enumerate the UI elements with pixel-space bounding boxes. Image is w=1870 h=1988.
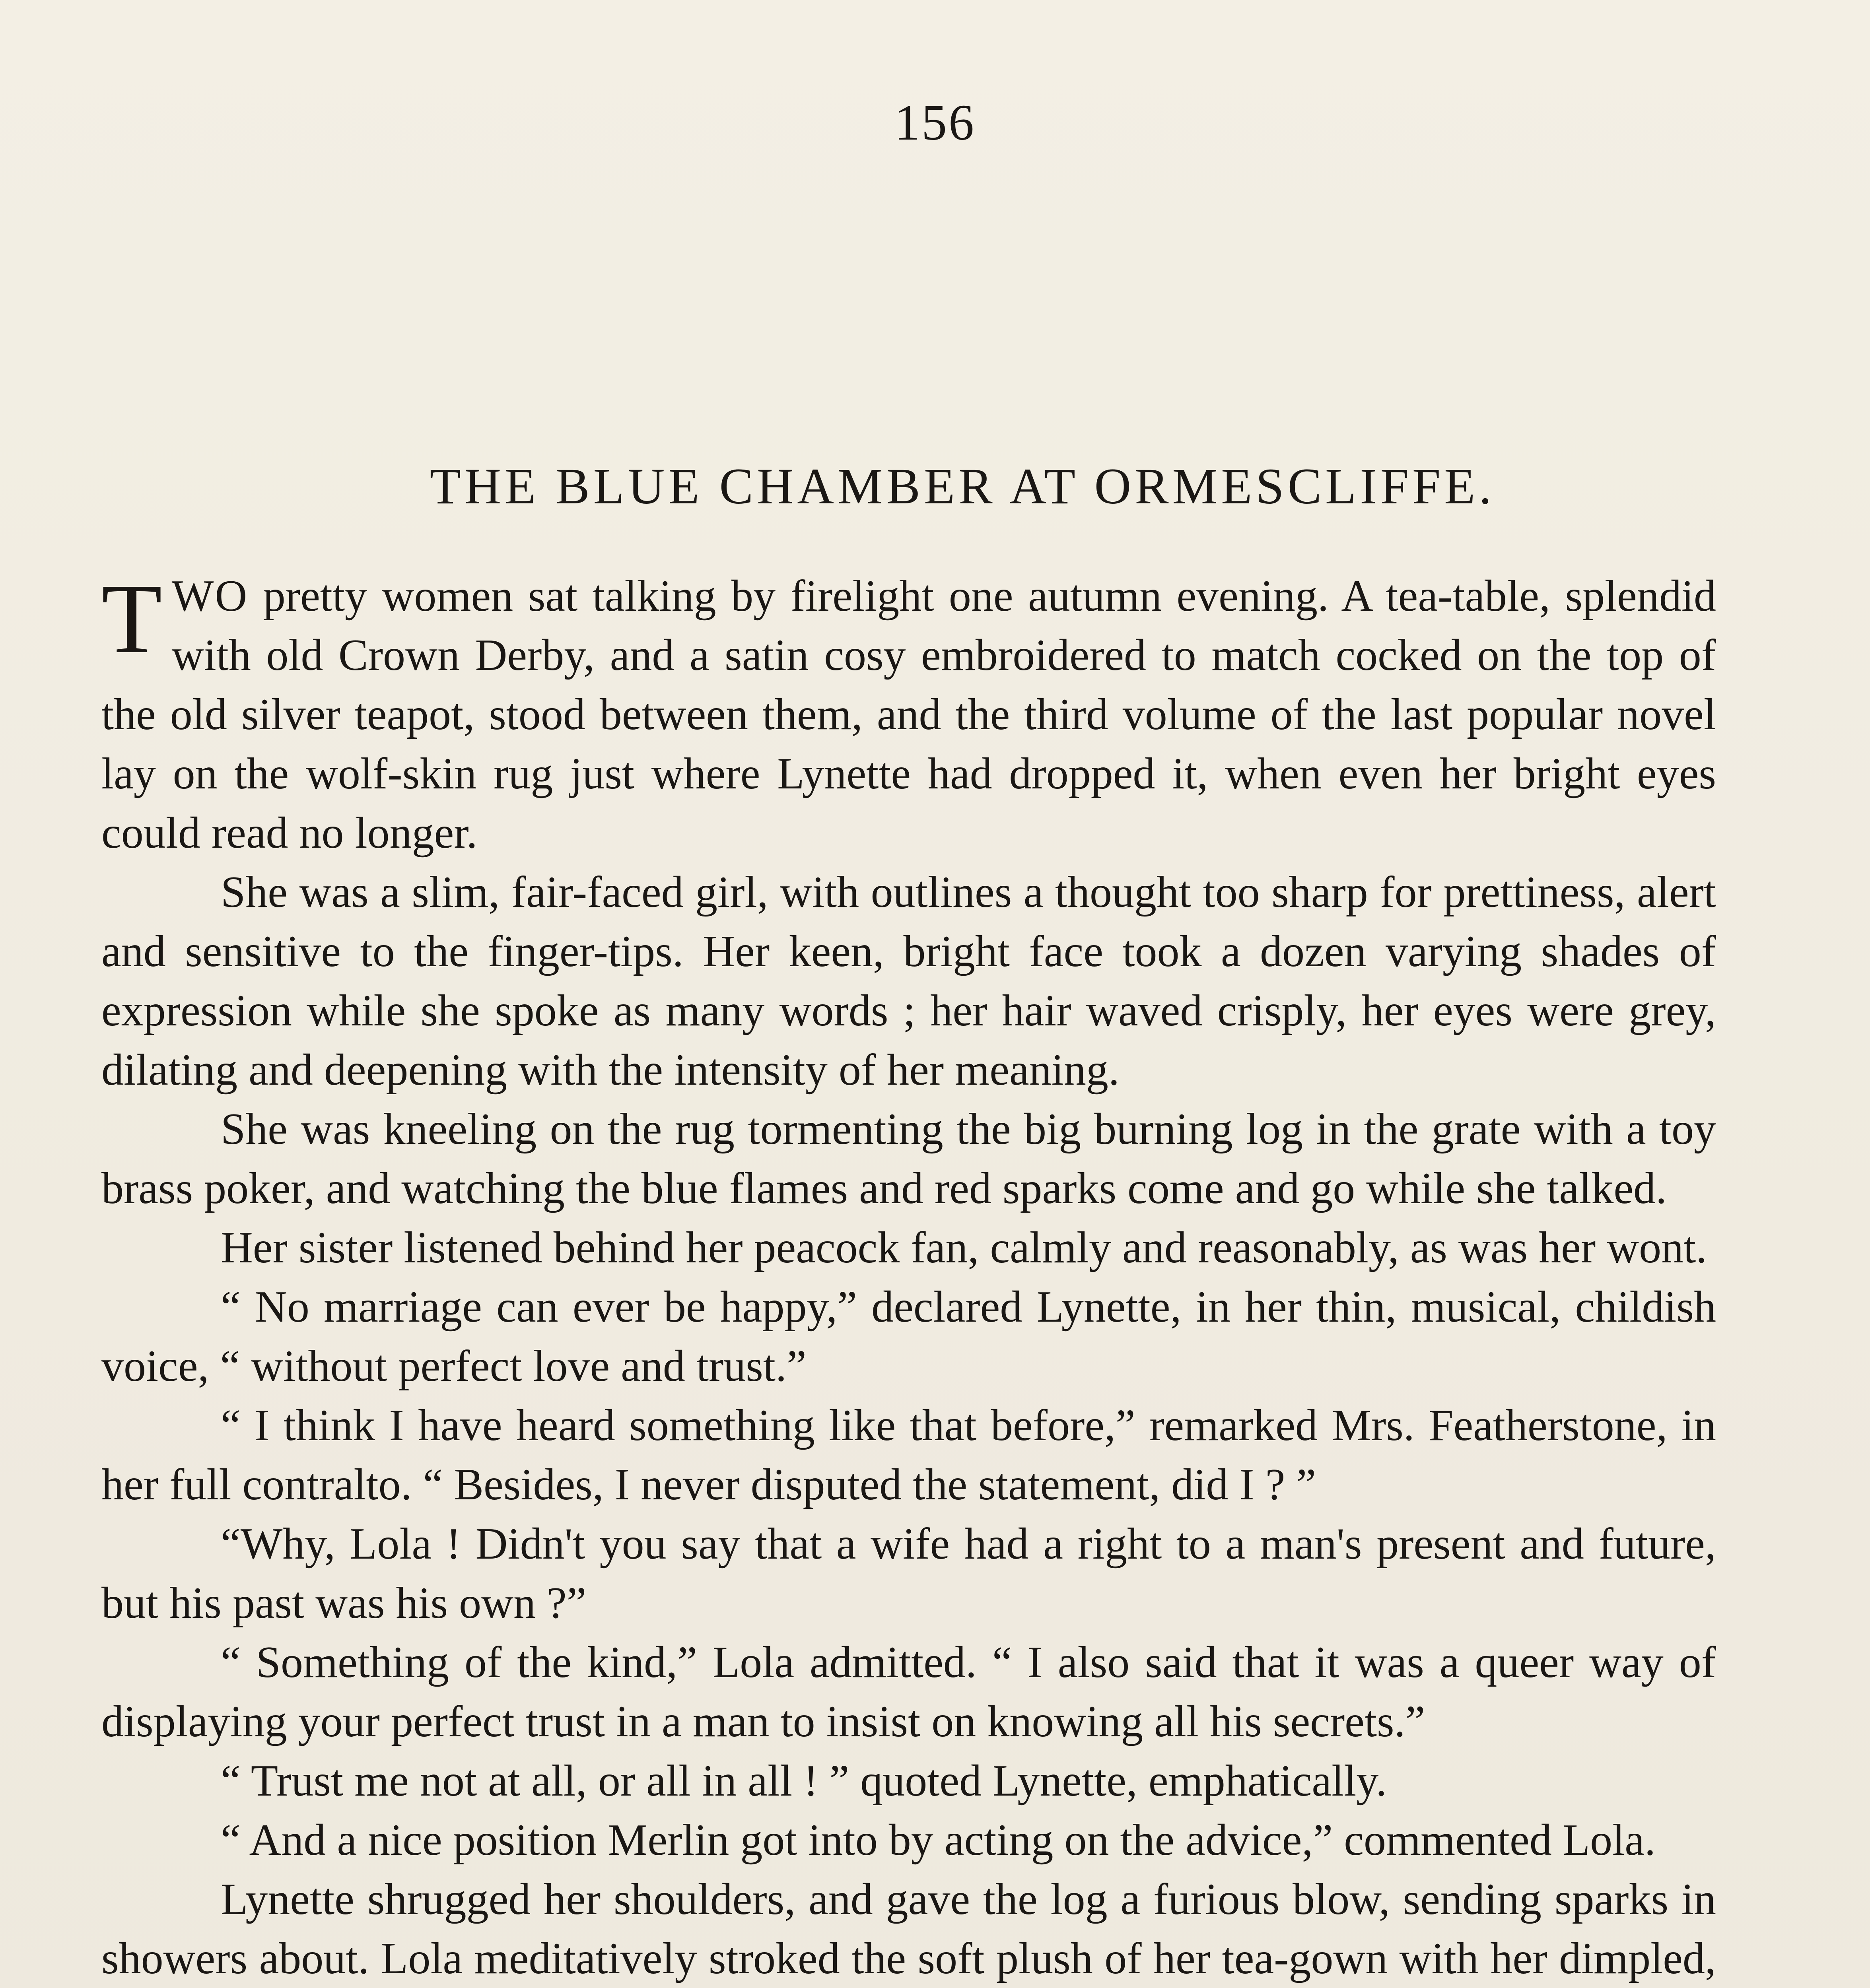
paragraph-3: She was kneeling on the rug tormenting the big burning log in the grate with a toy brass poker, and watching the blue flames and red sparks come and go while she talked.	[101, 1105, 1716, 1213]
paragraph-6: “ I think I have heard something like that before,” remarked Mrs. Featherstone, in her full contralto. “ Besides, I never disputed the statement, did I ? ”	[101, 1401, 1716, 1509]
paragraph-8: “ Something of the kind,” Lola admitted. “ I also said that it was a queer way of displaying your perfect trust in a man to insist on knowing all his secrets.”	[101, 1638, 1716, 1746]
paragraph-5: “ No marriage can ever be happy,” declared Lynette, in her thin, musical, childish voice, “ without perfect love and trust.”	[101, 1282, 1716, 1391]
paragraph-4: Her sister listened behind her peacock fan, calmly and reasonably, as was her wont.	[221, 1223, 1707, 1272]
body-text	[101, 564, 1716, 1988]
opening-small-caps: WO	[171, 571, 249, 621]
drop-cap-initial: T	[101, 564, 162, 674]
paragraph-9: “ Trust me not at all, or all in all ! ” quoted Lynette, emphatically.	[221, 1756, 1387, 1806]
paragraph-10: “ And a nice position Merlin got into by acting on the advice,” commented Lola.	[221, 1815, 1656, 1865]
paragraph-7: “Why, Lola ! Didn't you say that a wife had a right to a man's present and future, but his past was his own ?”	[101, 1519, 1716, 1628]
paragraph-2: She was a slim, fair-faced girl, with outlines a thought too sharp for prettiness, alert and sensitive to the finger-tips. Her keen, bright face took a dozen varying shades of expression while she spoke as many words ; her hair waved crisply, her eyes were grey, dilating and deepening with the intensity of her meaning.	[101, 868, 1716, 1095]
paragraph-1	[101, 564, 1716, 863]
paragraph-1-text: pretty women sat talking by firelight one autumn evening. A tea-table, splendid with old Crown Derby, and a satin cosy embroidered to match cocked on the top of the old silver teapot, stood between them, and the third volume of the last popular novel lay on the wolf-skin rug just where Lynette had dropped it, when even her bright eyes could read no longer.	[101, 571, 1716, 858]
paragraph-11: Lynette shrugged her shoulders, and gave the log a furious blow, sending sparks in showers about. Lola meditatively stroked the soft plush of her tea-gown with her dimpled,	[101, 1875, 1716, 1983]
chapter-title: THE BLUE CHAMBER AT ORMESCLIFFE.	[430, 458, 1495, 514]
page-number: 156	[894, 94, 976, 151]
